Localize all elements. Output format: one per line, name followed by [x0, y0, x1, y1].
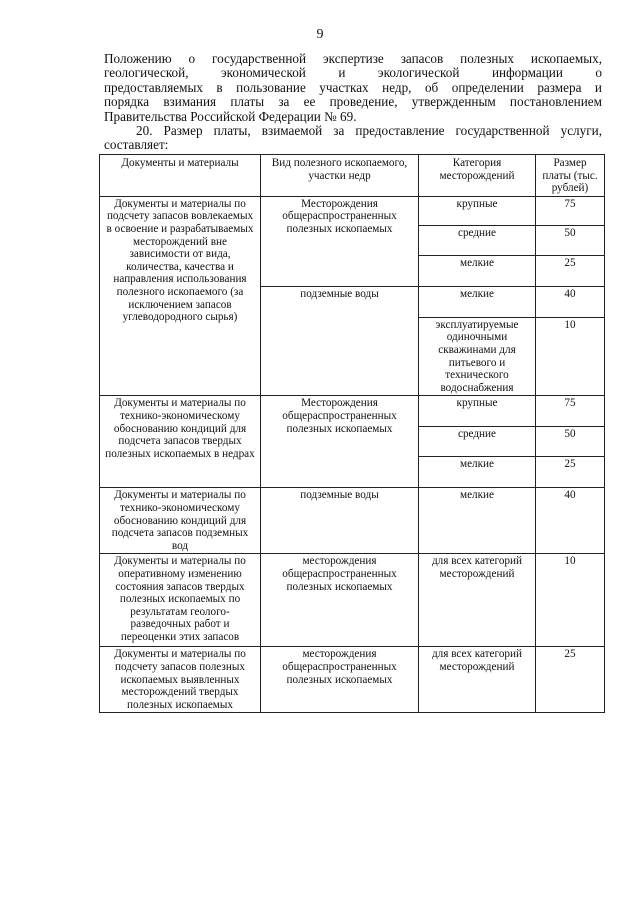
intro-line: порядка взимания платы за ее проведение, утвержденным постановлением: [104, 94, 602, 110]
category-cell: крупные: [419, 396, 536, 427]
fee-cell: 10: [536, 317, 605, 396]
table-row: [100, 647, 605, 713]
document-cell: Документы и материалы по технико-экономическому обоснованию кондиций для подсчета запасов твердых полезных ископаемых в недрах: [100, 396, 261, 488]
intro-line: предоставляемых в пользование участках недр, об определении размера и: [104, 79, 602, 95]
fee-cell: 10: [536, 554, 605, 647]
category-cell: для всех категорий месторождений: [419, 554, 536, 647]
header-documents: Документы и материалы: [100, 155, 261, 197]
fee-cell: 40: [536, 488, 605, 554]
category-cell: средние: [419, 427, 536, 457]
intro-line: Правительства Российской Федерации № 69.: [104, 108, 357, 124]
table-row: [100, 396, 605, 427]
header-resource-type: Вид полезного ископаемого, участки недр: [261, 155, 419, 197]
resource-type-cell: подземные воды: [261, 286, 419, 396]
resource-type-cell: месторождения общераспространенных полезных ископаемых: [261, 554, 419, 647]
category-cell: эксплуатируемые одиночными скважинами для питьевого и технического водоснабжения: [419, 317, 536, 396]
clause-20-line: составляет:: [104, 137, 169, 153]
fee-cell: 75: [536, 396, 605, 427]
resource-type-cell: Месторождения общераспространенных полезных ископаемых: [261, 396, 419, 488]
category-cell: мелкие: [419, 488, 536, 554]
page-number: 9: [316, 27, 324, 42]
header-fee: Размер платы (тыс. рублей): [536, 155, 605, 197]
document-cell: Документы и материалы по технико-экономическому обоснованию кондиций для подсчета запасов подземных вод: [100, 488, 261, 554]
document-cell: Документы и материалы по подсчету запасов полезных ископаемых выявленных месторождений твердых полезных ископаемых: [100, 647, 261, 713]
fee-cell: 75: [536, 196, 605, 225]
resource-type-cell: месторождения общераспространенных полезных ископаемых: [261, 647, 419, 713]
category-cell: крупные: [419, 196, 536, 225]
table-row: [100, 554, 605, 647]
category-cell: мелкие: [419, 255, 536, 286]
fee-cell: 40: [536, 286, 605, 317]
fee-cell: 50: [536, 427, 605, 457]
clause-20-line: 20. Размер платы, взимаемой за предоставление государственной услуги,: [136, 123, 602, 139]
document-cell: Документы и материалы по оперативному изменению состояния запасов твердых полезных ископаемых по результатам геолого-разведочных работ и переоценки этих запасов: [100, 554, 261, 647]
document-cell: Документы и материалы по подсчету запасов вовлекаемых в освоение и разрабатываемых месторождений вне зависимости от вида, количества, качества и направления использования полезного ископаемого (за исключением запасов углеводородного сырья): [100, 196, 261, 396]
resource-type-cell: подземные воды: [261, 488, 419, 554]
intro-line: геологической, экономической и экологической информации о: [104, 65, 602, 81]
fee-cell: 25: [536, 457, 605, 488]
category-cell: средние: [419, 225, 536, 255]
fee-cell: 50: [536, 225, 605, 255]
resource-type-cell: Месторождения общераспространенных полезных ископаемых: [261, 196, 419, 286]
fee-cell: 25: [536, 647, 605, 713]
table-row: [100, 196, 605, 225]
intro-paragraph: [104, 52, 602, 153]
table-row: [100, 488, 605, 554]
fee-table: [99, 154, 605, 713]
category-cell: для всех категорий месторождений: [419, 647, 536, 713]
fee-cell: 25: [536, 255, 605, 286]
category-cell: мелкие: [419, 286, 536, 317]
category-cell: мелкие: [419, 457, 536, 488]
table-header-row: [100, 155, 605, 197]
header-category: Категория месторождений: [419, 155, 536, 197]
intro-line: Положению о государственной экспертизе запасов полезных ископаемых,: [104, 51, 602, 66]
